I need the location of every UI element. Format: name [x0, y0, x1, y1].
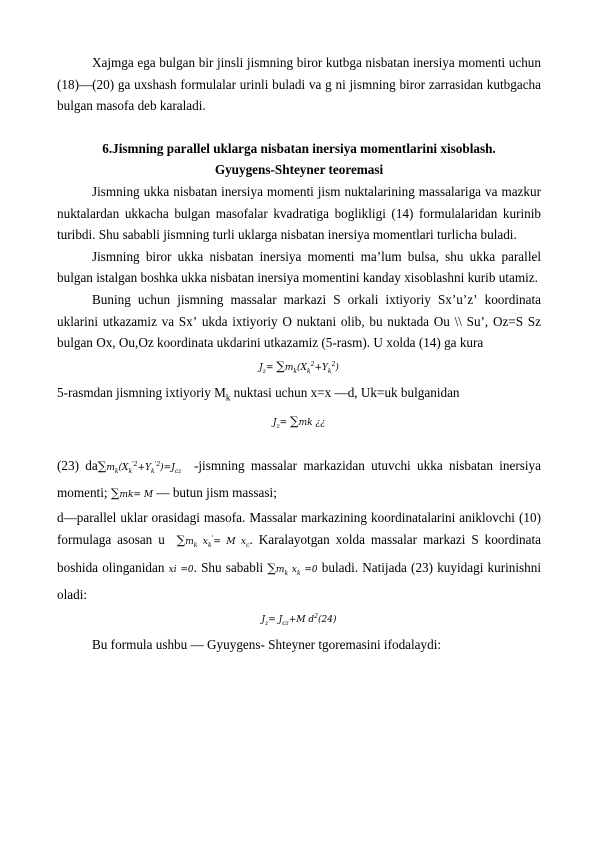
paragraph-conclusion: Bu formula ushbu — Gyuygens- Shteyner tgoremasini ifodalaydi:	[92, 637, 442, 653]
paragraph-parallel-axis: Jismning biror ukka nisbatan inersiya momenti maʼlum bulsa, shu ukka parallel bulgan istalgan boshka ukka nisbatan inersiya momentini kanday xisoblashni kurib utamiz.	[57, 248, 541, 286]
paragraph-coordinates: Buning uchun jismning massalar markazi S orkali ixtiyoriy Sxʼuʼzʼ koordinata uklarini utkazamiz va Sxʼ ukda ixtiyoriy O nuktani olib, bu nuktada Ou \\ Suʼ, Oz=S Sz bulgan Ox, Ou,Oz koordinata ukdarini utkazamiz (5-rasm). U xolda (14) ga kura	[57, 291, 541, 351]
paragraph-intro: Xajmga ega bulgan bir jinsli jismning biror kutbga nisbatan inersiya momenti uchun (18)—(20) ga uxshash formulalar urinli buladi va g ni jismning biror zarrasidan kutbgacha bulgan masofa deb karaladi.	[57, 55, 541, 114]
paragraph-eq23: (23) $da\sum m_k(X_k^{'2}+Y_k^{'2})=J_{cz}$ -jismning massalar markazidan utuvchi ukka nisbatan inersiya momenti; ∑mk= M — butun jism massasi;	[57, 457, 542, 501]
formula-substitution: $J_z= \sum mk$ ¿¿	[272, 414, 326, 431]
paragraph-distance: d—parallel uklar orasidagi masofa. Massalar markazining koordinatalarini aniklovchi (10) formulaga asosan u $\sum m_k$ $x_k'= M$ $x_c$. Karalayotgan xolda massalar markazi S koordinata boshida olinganidan xi =0. Shu sababli $\sum m_k$ $x_k =0$ buladi. Natijada (23) kuyidagi kurinishni oladi:	[57, 509, 542, 603]
document-page	[57, 0, 541, 656]
paragraph-point-mk: 5-rasmdan jismning ixtiyoriy $M_k$ nuktasi uchun x=x —d, Uk=uk bulganidan	[57, 385, 460, 403]
formula-inertia-z: $J_z= \sum m_k(X_k^2+Y_k^2)$	[259, 358, 339, 375]
section-subheading: Gyuygens-Shteyner teoremasi	[214, 162, 384, 178]
section-heading: 6.Jismning parallel uklarga nisbatan inersiya momentlarini xisoblash.	[102, 140, 496, 156]
formula-steiner: $J_z= J_{cz}+M$ $d^2(24)$	[261, 612, 337, 627]
paragraph-moments: Jismning ukka nisbatan inersiya momenti jism nuktalarining massalariga va mazkur nuktalardan ukkacha bulgan masofalar kvadratiga boglikligi (14) formulalaridan kurinib turibdi. Shu sababli jismning turli uklarga nisbatan inersiya momentlari turlicha buladi.	[57, 183, 541, 243]
